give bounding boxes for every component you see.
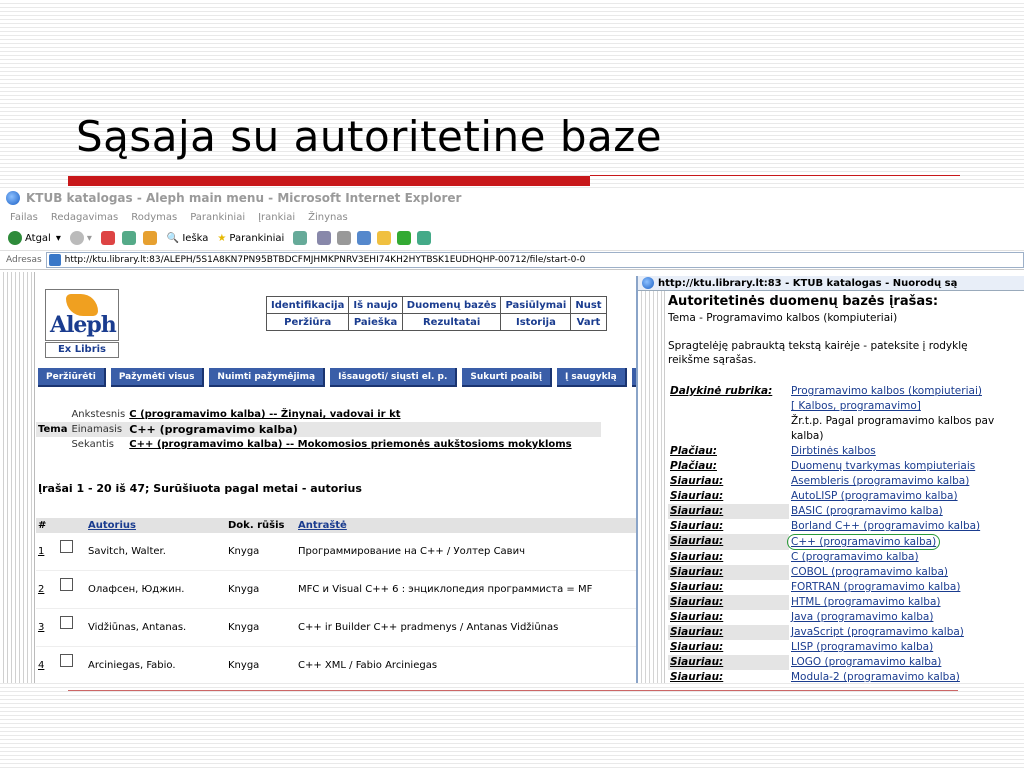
authority-term-link[interactable]: HTML (programavimo kalba): [791, 596, 941, 608]
authority-row: [668, 655, 996, 670]
refresh-icon[interactable]: [122, 231, 136, 245]
authority-row: [668, 384, 996, 399]
authority-term-link[interactable]: Programavimo kalbos (kompiuteriai): [791, 385, 982, 397]
authority-row: [668, 534, 996, 550]
authority-row-label: [668, 414, 789, 429]
home-icon[interactable]: [143, 231, 157, 245]
forward-arrow-icon: [70, 231, 84, 245]
nav-restart[interactable]: Iš naujo: [349, 297, 402, 314]
create-subset-button[interactable]: Sukurti poaibį: [462, 368, 552, 387]
menu-view[interactable]: Rodymas: [131, 211, 178, 223]
authority-row-label: Siauriau:: [670, 520, 724, 532]
authority-term-link[interactable]: C (programavimo kalba): [791, 551, 919, 563]
favorites-button[interactable]: [217, 233, 284, 244]
forward-button[interactable]: [70, 231, 92, 245]
save-email-button[interactable]: Išsaugoti/ siųsti el. p.: [330, 368, 457, 387]
select-all-button[interactable]: Pažymėti visus: [111, 368, 205, 387]
authority-term-link[interactable]: BASIC (programavimo kalba): [791, 505, 943, 517]
nav-search[interactable]: Paieška: [349, 314, 402, 331]
nav-user[interactable]: Vart: [571, 314, 606, 331]
authority-row: [668, 565, 996, 580]
view-button[interactable]: Peržiūrėti: [38, 368, 106, 387]
title-underline-thin: [590, 175, 960, 176]
record-author: Arciniegas, Fabio.: [86, 647, 226, 684]
slide-title: Sąsaja su autoritetine baze: [76, 112, 663, 161]
authority-row-label: Dalykinė rubrika:: [670, 385, 773, 397]
popup-body: [668, 294, 1024, 367]
record-title: C++ XML / Fabio Arciniegas: [296, 647, 650, 684]
record-title: Программирование на C++ / Уолтер Савич: [296, 533, 650, 571]
prev-topic-link[interactable]: C (programavimo kalba) -- Žinynai, vadovai ir kt: [129, 409, 401, 420]
menu-bar: [0, 208, 1024, 226]
address-input[interactable]: [46, 252, 1024, 268]
authority-row-label: Siauriau:: [670, 671, 724, 683]
toolbar: [0, 226, 1024, 251]
aleph-logo-text: Aleph: [50, 312, 116, 338]
authority-row-label: Siauriau:: [670, 581, 724, 593]
action-bar: [38, 368, 680, 387]
record-type: Knyga: [226, 533, 296, 571]
current-topic: C++ (programavimo kalba): [129, 423, 298, 436]
authority-row: [668, 670, 996, 683]
back-button[interactable]: [8, 231, 61, 245]
authority-row: [668, 444, 996, 459]
authority-note: Žr.t.p. Pagal programavimo kalbos pav: [791, 415, 995, 427]
authority-term-link[interactable]: COBOL (programavimo kalba): [791, 566, 948, 578]
authority-term-link[interactable]: LOGO (programavimo kalba): [791, 656, 942, 668]
nav-identification[interactable]: Identifikacija: [267, 297, 349, 314]
menu-file[interactable]: Failas: [10, 211, 38, 223]
top-navigation: [266, 296, 607, 331]
col-doc-type: Dok. rūšis: [226, 518, 296, 533]
authority-row-label: Siauriau:: [670, 475, 724, 487]
address-bar: [0, 251, 1024, 270]
back-label: Atgal: [25, 232, 51, 244]
results-header: [36, 518, 650, 533]
authority-row: [668, 504, 996, 519]
authority-row-label: Siauriau:: [670, 551, 724, 563]
authority-subtitle: Tema - Programavimo kalbos (kompiuteriai): [668, 312, 898, 324]
highlight-circle: [787, 534, 940, 550]
topic-navigation: [36, 407, 601, 452]
record-author: Savitch, Walter.: [86, 533, 226, 571]
record-number-link[interactable]: 2: [38, 584, 45, 595]
record-type: Knyga: [226, 609, 296, 647]
instruction-line-1: Spragtelėję pabrauktą tekstą kairėje - pateksite į rodyklę: [668, 340, 968, 352]
record-title: MFC и Visual C++ 6 : энциклопедия программиста = MF: [296, 571, 650, 609]
table-row: [36, 647, 650, 684]
popup-gap: [668, 325, 1024, 339]
authority-row: [668, 550, 996, 565]
col-checkbox: [58, 518, 86, 533]
search-label: Ieška: [182, 232, 209, 244]
col-number: #: [36, 518, 58, 533]
authority-row: [668, 625, 996, 640]
authority-row: [668, 610, 996, 625]
record-checkbox[interactable]: [60, 616, 73, 629]
current-label: Einamasis: [71, 424, 123, 435]
topic-spacer: [36, 437, 69, 452]
authority-row-label: Siauriau:: [670, 641, 724, 653]
highlighted-term-link[interactable]: C++ (programavimo kalba): [791, 536, 937, 548]
authority-term-link[interactable]: Dirbtinės kalbos: [791, 445, 876, 457]
stop-icon[interactable]: [101, 231, 115, 245]
nav-suggestions[interactable]: Pasiūlymai: [501, 297, 571, 314]
record-author: Олафсен, Юджин.: [86, 571, 226, 609]
authority-row-label: Siauriau:: [668, 655, 789, 670]
nav-settings[interactable]: Nust: [571, 297, 606, 314]
results-table: [36, 518, 650, 683]
record-number-link[interactable]: 4: [38, 660, 45, 671]
menu-tools[interactable]: Įrankiai: [258, 211, 296, 223]
menu-favorites[interactable]: Parankiniai: [190, 211, 246, 223]
authority-row: [668, 459, 996, 474]
record-type: Knyga: [226, 647, 296, 684]
authority-note: kalba): [791, 430, 824, 442]
popup-title: http://ktu.library.lt:83 - KTUB katalogas - Nuorodų są: [658, 277, 958, 289]
authority-row: [668, 474, 996, 489]
aleph-logo: [45, 289, 119, 341]
authority-row-label: Siauriau:: [668, 625, 789, 640]
menu-edit[interactable]: Redagavimas: [50, 211, 119, 223]
record-number-link[interactable]: 3: [38, 622, 45, 633]
search-icon: 🔍: [166, 232, 180, 244]
popup-titlebar: [638, 276, 1024, 291]
next-topic-link[interactable]: C++ (programavimo kalba) -- Mokomosios priemonės aukštosioms mokykloms: [129, 439, 572, 450]
topic-spacer: [36, 407, 69, 422]
authority-table: [668, 384, 996, 683]
chevron-down-icon: ▾: [86, 232, 92, 244]
favorites-label: Parankiniai: [229, 232, 285, 244]
ie-icon: [6, 191, 20, 205]
chevron-down-icon: ▾: [55, 232, 61, 244]
authority-term-link[interactable]: [ Kalbos, programavimo]: [791, 400, 921, 412]
authority-term-link[interactable]: AutoLISP (programavimo kalba): [791, 490, 958, 502]
record-number-link[interactable]: 1: [38, 546, 45, 557]
authority-row-label: Siauriau:: [668, 595, 789, 610]
record-checkbox[interactable]: [60, 540, 73, 553]
back-arrow-icon: [8, 231, 22, 245]
star-icon: ★: [217, 232, 227, 244]
messenger-icon[interactable]: [397, 231, 411, 245]
prev-label: Ankstesnis: [71, 409, 126, 420]
folder-icon[interactable]: [377, 231, 391, 245]
record-title: C++ ir Builder C++ pradmenys / Antanas Vidžiūnas: [296, 609, 650, 647]
authority-term-link[interactable]: Duomenų tvarkymas kompiuteriais: [791, 460, 976, 472]
ie-icon: [642, 277, 654, 289]
authority-row: [668, 429, 996, 444]
authority-row: [668, 519, 996, 534]
exlibris-label: Ex Libris: [45, 342, 119, 358]
table-row: [36, 533, 650, 571]
title-underline-thick: [68, 176, 590, 186]
nav-browse[interactable]: Peržiūra: [267, 314, 349, 331]
window-titlebar: [0, 188, 1024, 208]
history-icon[interactable]: [293, 231, 307, 245]
authority-row: [668, 399, 996, 414]
page-icon: [49, 254, 61, 266]
authority-row: [668, 640, 996, 655]
record-checkbox[interactable]: [60, 578, 73, 591]
table-row: [36, 609, 650, 647]
authority-row: [668, 414, 996, 429]
nav-history[interactable]: Istorija: [501, 314, 571, 331]
authority-term-link[interactable]: Asembleris (programavimo kalba): [791, 475, 970, 487]
network-icon[interactable]: [417, 231, 431, 245]
authority-row-label: Siauriau:: [668, 534, 789, 550]
authority-term-link[interactable]: Borland C++ (programavimo kalba): [791, 520, 981, 532]
mail-icon[interactable]: [317, 231, 331, 245]
menu-help[interactable]: Žinynas: [308, 211, 348, 223]
table-row: [36, 571, 650, 609]
authority-row-label: Siauriau:: [670, 490, 724, 502]
authority-term-link[interactable]: LISP (programavimo kalba): [791, 641, 934, 653]
slide-bottom-rule: [68, 690, 958, 691]
record-checkbox[interactable]: [60, 654, 73, 667]
popup-left-frame: [638, 291, 665, 683]
next-label: Sekantis: [71, 439, 114, 450]
nav-databases[interactable]: Duomenų bazės: [402, 297, 501, 314]
topic-label: Tema: [38, 424, 68, 435]
search-button[interactable]: [167, 233, 209, 244]
authority-row-label: Plačiau:: [670, 460, 717, 472]
authority-heading: Autoritetinės duomenų bazės įrašas:: [668, 294, 939, 309]
authority-row: [668, 580, 996, 595]
deselect-button[interactable]: Nuimti pažymėjimą: [209, 368, 325, 387]
authority-row-label: Siauriau:: [668, 565, 789, 580]
authority-row-label: Plačiau:: [670, 445, 717, 457]
address-label: Adresas: [6, 255, 42, 265]
col-author[interactable]: Autorius: [88, 520, 136, 531]
authority-term-link[interactable]: JavaScript (programavimo kalba): [791, 626, 964, 638]
authority-row-label: Siauriau:: [668, 504, 789, 519]
authority-row-label: [668, 429, 789, 444]
nav-results[interactable]: Rezultatai: [402, 314, 501, 331]
authority-term-link[interactable]: Java (programavimo kalba): [791, 611, 934, 623]
address-url: http://ktu.library.lt:83/ALEPH/5S1A8KN7PN95BTBDCFMJHMKPNRV3EHI74KH2HYTBSK1EUDHQHP-00712/file/start-0-0: [64, 255, 586, 265]
instruction-line-2: reikšme sąrašas.: [668, 354, 757, 366]
left-frame: [0, 272, 35, 683]
authority-row: [668, 595, 996, 610]
record-author: Vidžiūnas, Antanas.: [86, 609, 226, 647]
authority-row-label: [668, 399, 789, 414]
authority-row: [668, 489, 996, 504]
authority-term-link[interactable]: FORTRAN (programavimo kalba): [791, 581, 961, 593]
records-summary: Įrašai 1 - 20 iš 47; Surūšiuota pagal metai - autorius: [38, 482, 362, 495]
to-basket-button[interactable]: Į saugyklą: [557, 368, 627, 387]
authority-row-label: Siauriau:: [670, 611, 724, 623]
authority-term-link[interactable]: Modula-2 (programavimo kalba): [791, 671, 960, 683]
col-title[interactable]: Antraštė: [298, 520, 347, 531]
edit-icon[interactable]: [357, 231, 371, 245]
authority-popup-window: [636, 276, 1024, 683]
print-icon[interactable]: [337, 231, 351, 245]
window-title: KTUB katalogas - Aleph main menu - Microsoft Internet Explorer: [26, 191, 462, 205]
record-type: Knyga: [226, 571, 296, 609]
